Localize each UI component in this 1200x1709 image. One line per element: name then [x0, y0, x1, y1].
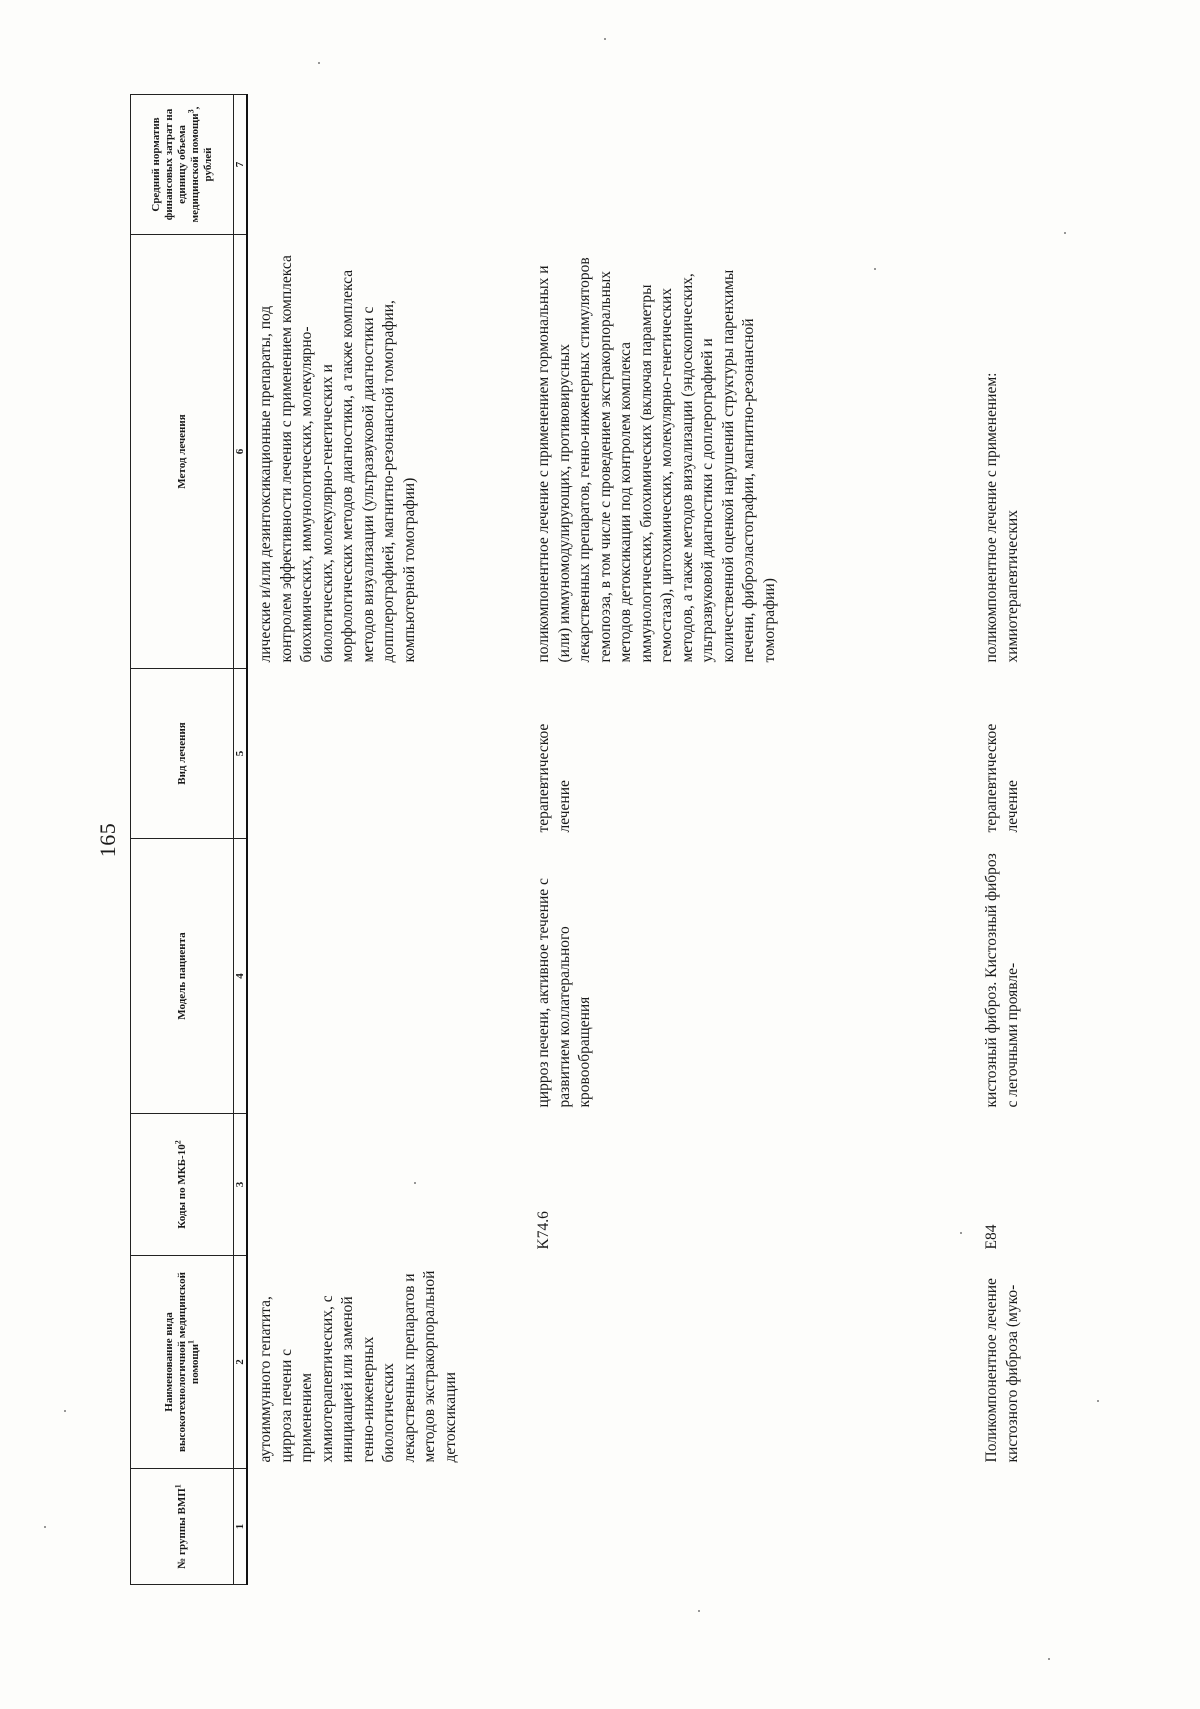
cell-group	[247, 1469, 526, 1585]
header-treatment-method: Метод лечения	[131, 235, 234, 669]
cell-treatment-type	[247, 669, 526, 839]
scan-speck	[604, 38, 606, 40]
header-vmp-name: Наименование вида высокотехнологичной медицинской помощи$^1$	[131, 1256, 234, 1469]
rotated-page-content	[95, 95, 1075, 1585]
cell-icd-codes: K74.6	[535, 1211, 552, 1250]
column-number: 4	[234, 839, 248, 1114]
scan-speck	[44, 1526, 46, 1528]
column-number: 3	[234, 1114, 248, 1256]
cell-vmp-name: аутоиммунного гепатита, цирроза печени с применением химиотерапевтических, с инициацией или заменой генно-инженерных биологических лекарственных препаратов и методов экстракорпоральной детоксикации	[257, 1270, 459, 1463]
table-row	[974, 95, 1042, 1585]
scan-speck	[64, 1410, 66, 1412]
table-header-row	[131, 95, 234, 1585]
cell-treatment-method: поликомпонентное лечение с применением: химиотерапевтических	[983, 372, 1021, 663]
column-number: 1	[234, 1469, 248, 1585]
cell-icd-codes: E84	[983, 1224, 1000, 1250]
header-patient-model: Модель пациента	[131, 839, 234, 1114]
cell-average-cost	[247, 95, 526, 235]
column-number-row	[234, 95, 248, 1585]
scan-speck	[318, 62, 320, 64]
cell-treatment-type: терапевтическое лечение	[983, 723, 1021, 833]
vmp-table	[130, 94, 1042, 1585]
scan-speck	[698, 1610, 700, 1612]
column-number: 6	[234, 235, 248, 669]
column-number: 5	[234, 669, 248, 839]
table-row	[247, 95, 526, 1585]
cell-treatment-method: лические и/или дезинтоксикационные препараты, под контролем эффективности лечения с применением комплекса биохимических, иммунологических, молекулярно-биологических, молекулярно-генетических и морфологических методов диагностики, а также комплекса методов визуализации (ультразвуковой диагностики с допплерографией, магнитно-резонансной томографии, компьютерной томографии)	[257, 255, 418, 663]
column-number: 2	[234, 1256, 248, 1469]
column-number: 7	[234, 95, 248, 235]
header-average-cost: Средний норматив финансовых затрат на единицу объема медицинской помощи$^3$, рублей	[131, 95, 234, 235]
cell-patient-model: кистозный фиброз. Кистозный фиброз с легочными проявле-	[983, 853, 1021, 1108]
cell-patient-model: цирроз печени, активное течение с развитием коллатерального кровообращения	[535, 878, 593, 1108]
header-group-number: № группы ВМП$^1$	[131, 1469, 234, 1585]
scan-speck	[1097, 1400, 1099, 1402]
cell-average-cost	[974, 95, 1042, 235]
cell-group	[974, 1469, 1042, 1585]
scan-speck	[1048, 1658, 1050, 1660]
header-icd-codes: Коды по МКБ-$10^2$	[131, 1114, 234, 1256]
cell-icd-codes	[247, 1114, 526, 1256]
cell-treatment-type: терапевтическое лечение	[535, 723, 573, 833]
cell-patient-model	[247, 839, 526, 1114]
cell-treatment-method: поликомпонентное лечение с применением гормональных и (или) иммуномодулирующих, противовирусных лекарственных препаратов, генно-инженерных стимуляторов гемопоэза, в том числе с проведением экстракорпоральных методов детоксикации под контролем комплекса иммунологических, биохимических (включая параметры гемостаза), цитохимических, молекулярно-генетических методов, а также методов визуализации (эндоскопических, ультразвуковой диагностики с доплерографией и количественной оценкой нарушений структуры паренхимы печени, фиброэластографии, магнитно-резонансной томографии)	[535, 257, 778, 663]
table-row	[526, 95, 974, 1585]
cell-group	[526, 1469, 974, 1585]
header-treatment-type: Вид лечения	[131, 669, 234, 839]
page-number: 165	[95, 822, 120, 858]
cell-vmp-name	[526, 1256, 974, 1469]
cell-average-cost	[526, 95, 974, 235]
cell-vmp-name: Поликомпонентное лечение кистозного фиброза (муко-	[983, 1278, 1021, 1463]
